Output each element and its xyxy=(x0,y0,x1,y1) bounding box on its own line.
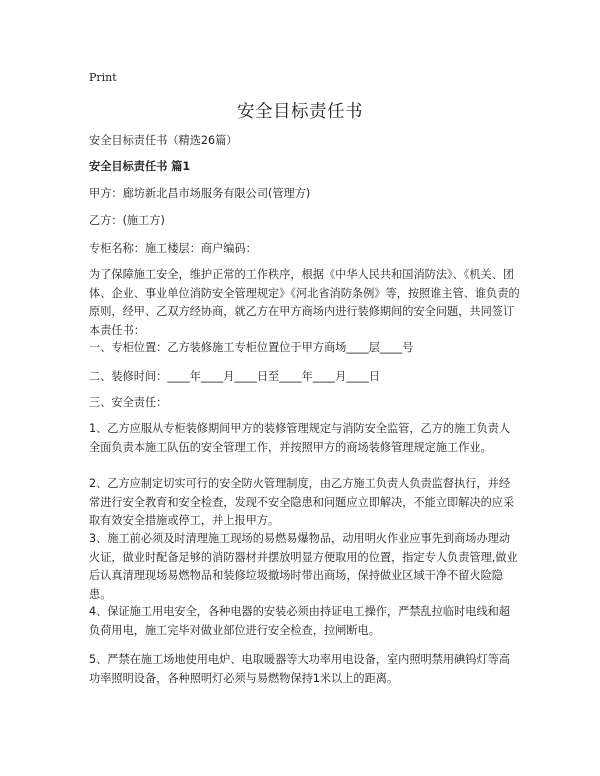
intro-paragraph: 为了保障施工安全，维护正常的工作秩序，根据《中华人民共和国消防法》、《机关、团体、企业、事业单位消防安全管理规定》《河北省消防条例》等，按照谁主管、谁负责的原则，经甲、乙双方经协商，就乙方在甲方商场内进行装修期间的安全问题，共同签订本责任书： xyxy=(89,268,520,337)
counter-info-paragraph: 专柜名称：施工楼层：商户编码： xyxy=(89,242,257,255)
responsibility-item-2: 2、乙方应制定切实可行的安全防火管理制度，由乙方施工负责人负责监督执行，并经常进行安全教育和安全检查，发现不安全隐患和问题应立即解决，不能立即解决的应采取有效安全措施或停工，并上报甲方。 xyxy=(89,477,515,527)
section-heading: 安全目标责任书 篇1 xyxy=(89,160,191,173)
document-title: 安全目标责任书 xyxy=(237,102,363,122)
clause-time: 二、装修时间：____年____月____日至____年____月____日 xyxy=(89,370,380,383)
party-b-paragraph: 乙方：(施工方) xyxy=(89,214,165,227)
clause-responsibility-heading: 三、安全责任： xyxy=(89,396,168,409)
document-subtitle: 安全目标责任书（精选26篇） xyxy=(89,134,238,147)
responsibility-item-1: 1、乙方应服从专柜装修期间甲方的装修管理规定与消防安全监管，乙方的施工负责人全面负责本施工队伍的安全管理工作，并按照甲方的商场装修管理规定施工作业。 xyxy=(89,422,511,454)
responsibility-item-3: 3、施工前必须及时清理施工现场的易燃易爆物品，动用明火作业应事先到商场办理动火证，做业时配备足够的消防器材并摆放明显方便取用的位置，指定专人负责管理,做业后认真清理现场易燃物品和装修垃圾撤场时带出商场，保持做业区域干净不留火险隐患。 xyxy=(89,532,518,601)
responsibility-item-5: 5、严禁在施工场地使用电炉、电取暖器等大功率用电设备，室内照明禁用碘钨灯等高功率照明设备，各种照明灯必须与易燃物保持1米以上的距离。 xyxy=(89,653,511,685)
clause-location: 一、专柜位置：乙方装修施工专柜位置位于甲方商场____层____号 xyxy=(89,341,414,354)
print-link[interactable]: Print xyxy=(89,71,117,84)
responsibility-item-4: 4、保证施工用电安全，各种电器的安装必须由持证电工操作，严禁乱拉临时电线和超负荷用电，施工完毕对做业部位进行安全检查，拉闸断电。 xyxy=(89,605,511,637)
party-a-paragraph: 甲方：廊坊新北昌市场服务有限公司(管理方) xyxy=(89,187,311,200)
